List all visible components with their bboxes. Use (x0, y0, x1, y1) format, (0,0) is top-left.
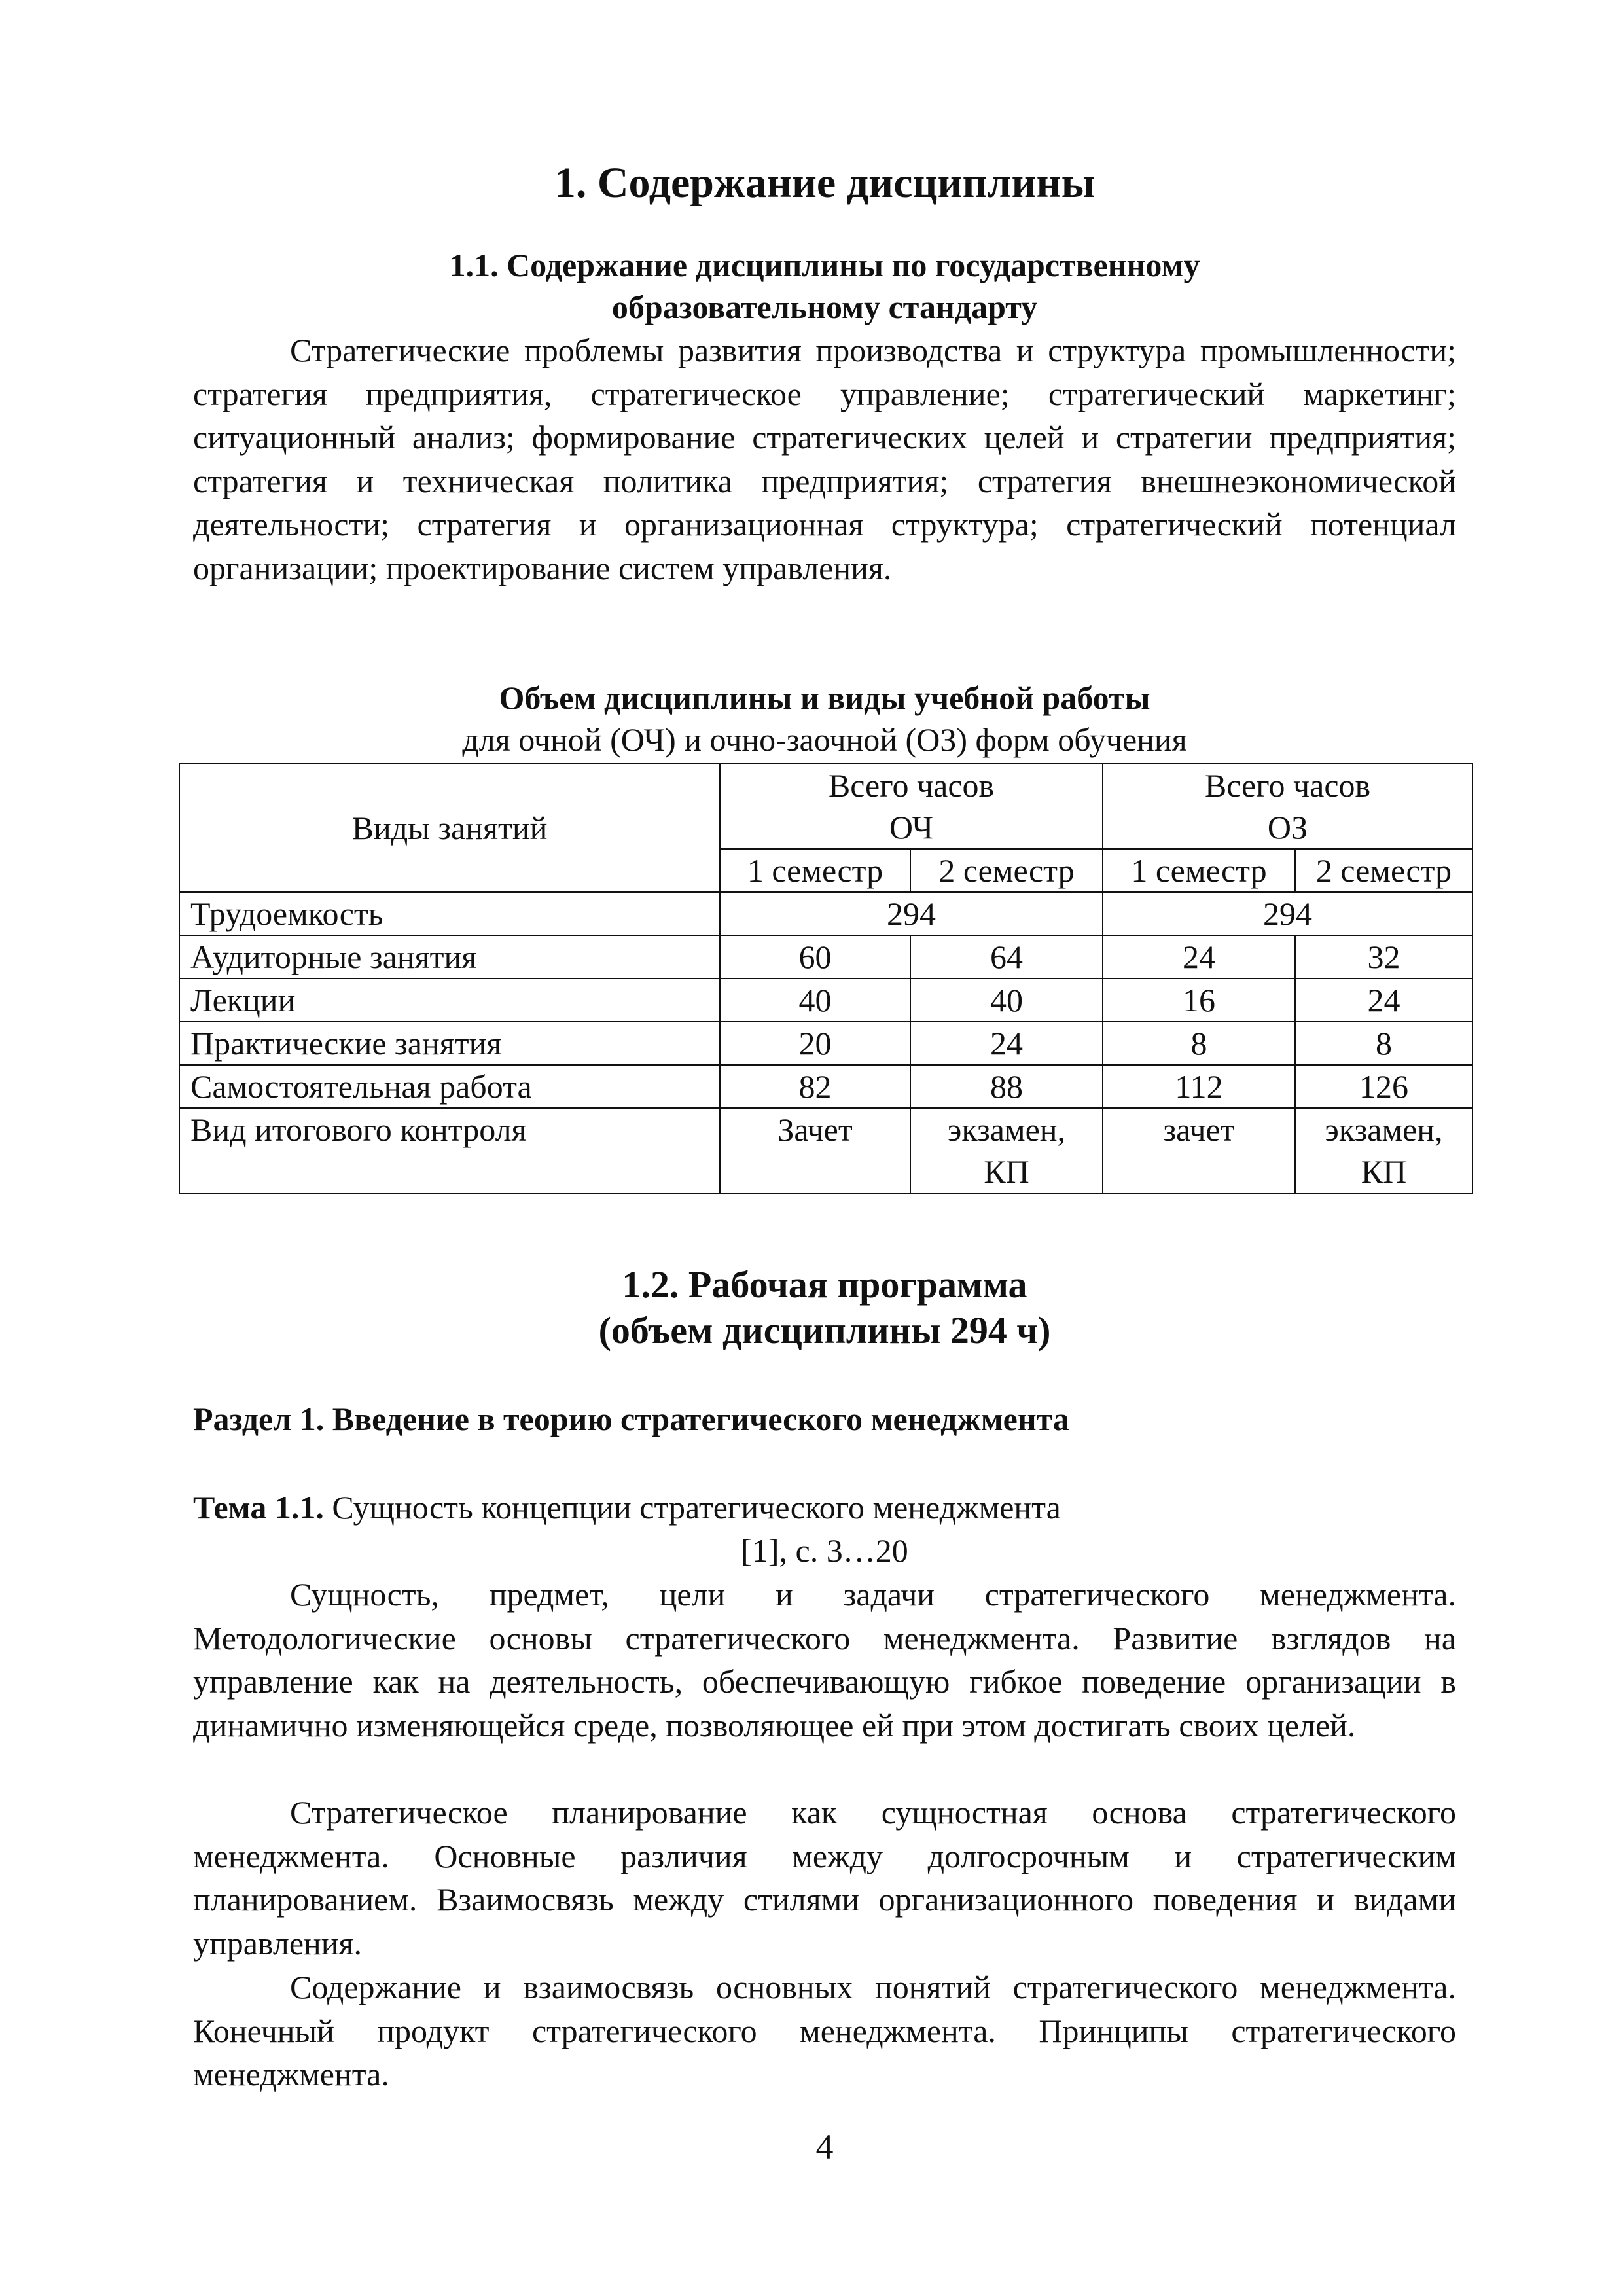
cell-oz-sem1: 112 (1103, 1065, 1295, 1108)
topic-reference: [1], с. 3…20 (741, 1532, 908, 1569)
cell-oz-sem2-line2: КП (1361, 1153, 1407, 1190)
table-row-labor (179, 892, 1472, 935)
cell-oz-sem2-line1: экзамен, (1325, 1111, 1443, 1148)
cell-och-sem2-line2: КП (984, 1153, 1029, 1190)
header-kinds-cell: Виды занятий (179, 764, 720, 892)
table-row (179, 978, 1472, 1022)
header-oz-label: ОЗ (1267, 809, 1308, 846)
row-label: Аудиторные занятия (179, 935, 720, 978)
cell-och-sem1: 20 (720, 1022, 910, 1065)
header-oz-cell (1103, 764, 1472, 849)
header-och-cell (720, 764, 1103, 849)
cell-oz-total: 294 (1103, 892, 1472, 935)
cell-och-total: 294 (720, 892, 1103, 935)
standard-content-paragraph: Стратегические проблемы развития производства и структура промышленности; стратегия предприятия, стратегическое управление; стратегический маркетинг; ситуационный анализ; формирование стратегических целей и стратегии предприятия; стратегия и техническая политика предприятия; стратегия внешнеэкономической деятельности; стратегия и организационная структура; стратегический потенциал организации; проектирование систем управления. (193, 332, 1456, 586)
cell-oz-sem1: зачет (1103, 1108, 1295, 1193)
header-oz-sem1: 1 семестр (1103, 849, 1295, 892)
cell-och-sem1: 60 (720, 935, 910, 978)
topic-heading (193, 1486, 1456, 1529)
workload-table (179, 763, 1473, 1194)
row-label: Вид итогового контроля (179, 1108, 720, 1193)
header-och-sem2: 2 семестр (910, 849, 1103, 892)
row-label: Самостоятельная работа (179, 1065, 720, 1108)
table-title (193, 676, 1456, 719)
table-row (179, 935, 1472, 978)
page-number: 4 (815, 2127, 834, 2166)
cell-och-sem1: 40 (720, 978, 910, 1022)
cell-och-sem2: 40 (910, 978, 1103, 1022)
subheading-1-1-line2: образовательному стандарту (611, 289, 1038, 325)
header-och-label: ОЧ (889, 809, 934, 846)
cell-oz-sem1: 8 (1103, 1022, 1295, 1065)
table-header-row-1 (179, 764, 1472, 849)
topic-paragraph: Стратегическое планирование как сущностная основа стратегического менеджмента. Основные различия между долгосрочным и стратегическим планированием. Взаимосвязь между стилями организационного поведения и видами управления. (193, 1794, 1456, 1962)
topic-label: Тема 1.1. (193, 1489, 324, 1526)
row-label: Практические занятия (179, 1022, 720, 1065)
subheading-1-1-line1: 1.1. Содержание дисциплины по государственному (449, 247, 1200, 283)
cell-oz-sem2: 24 (1295, 978, 1472, 1022)
row-label: Трудоемкость (179, 892, 720, 935)
table-row-control (179, 1108, 1472, 1193)
cell-och-sem1: 82 (720, 1065, 910, 1108)
cell-och-sem2: 88 (910, 1065, 1103, 1108)
section-heading: Раздел 1. Введение в теорию стратегического менеджмента (193, 1401, 1069, 1437)
cell-oz-sem1: 16 (1103, 978, 1295, 1022)
table-row (179, 1022, 1472, 1065)
topic-paragraph: Сущность, предмет, цели и задачи стратегического менеджмента. Методологические основы стратегического менеджмента. Развитие взглядов на управление как на деятельность, обеспечивающую гибкое поведение организации в динамично изменяющейся среде, позволяющее ей при этом достигать своих целей. (193, 1576, 1456, 1744)
cell-och-sem2: 24 (910, 1022, 1103, 1065)
header-och-total: Всего часов (828, 767, 995, 804)
table-title-text: Объем дисциплины и виды учебной работы (499, 679, 1150, 716)
table-subtitle: для очной (ОЧ) и очно-заочной (ОЗ) форм обучения (462, 721, 1187, 758)
header-oz-total: Всего часов (1204, 767, 1371, 804)
cell-och-sem1: Зачет (720, 1108, 910, 1193)
header-oz-sem2: 2 семестр (1295, 849, 1472, 892)
table-row (179, 1065, 1472, 1108)
cell-oz-sem2: 32 (1295, 935, 1472, 978)
subheading-1-2-line2: (объем дисциплины 294 ч) (598, 1309, 1051, 1352)
row-label: Лекции (179, 978, 720, 1022)
cell-och-sem2-line1: экзамен, (947, 1111, 1066, 1148)
cell-oz-sem2 (1295, 1108, 1472, 1193)
cell-och-sem2: 64 (910, 935, 1103, 978)
subheading-1-2-line1: 1.2. Рабочая программа (622, 1263, 1027, 1306)
topic-paragraph: Содержание и взаимосвязь основных понятий стратегического менеджмента. Конечный продукт стратегического менеджмента. Принципы стратегического менеджмента. (193, 1969, 1456, 2092)
cell-oz-sem2: 126 (1295, 1065, 1472, 1108)
cell-och-sem2 (910, 1108, 1103, 1193)
cell-oz-sem1: 24 (1103, 935, 1295, 978)
cell-oz-sem2: 8 (1295, 1022, 1472, 1065)
document-page (190, 0, 1456, 2296)
topic-title: Сущность концепции стратегического менеджмента (323, 1489, 1061, 1526)
chapter-heading: 1. Содержание дисциплины (554, 159, 1096, 207)
header-och-sem1: 1 семестр (720, 849, 910, 892)
